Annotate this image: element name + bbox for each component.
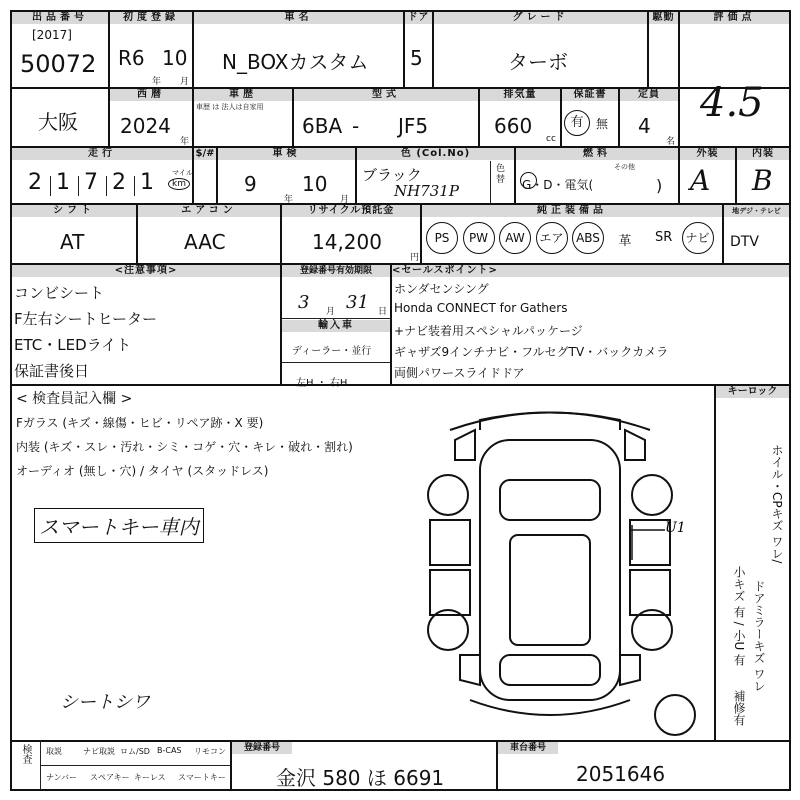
year-value: 2024 bbox=[120, 114, 171, 138]
reg-year-unit: 年 bbox=[152, 77, 162, 87]
mileage-digit: 1 bbox=[56, 170, 70, 195]
cc-unit: cc bbox=[546, 134, 556, 144]
sales-point: ギャザズ9インチナビ・フルセグTV・バックカメラ bbox=[394, 345, 669, 359]
type-dash: - bbox=[352, 114, 360, 138]
equipment-item: SR bbox=[655, 230, 673, 245]
wheel-fl bbox=[428, 475, 468, 515]
mile-unit: マイル bbox=[172, 169, 193, 177]
side-note-2: ドアミラーキズ ワレ bbox=[752, 580, 766, 692]
capacity-header: 定員 bbox=[620, 89, 678, 101]
inspection-items-header: 検査 bbox=[20, 744, 31, 764]
doors-value: 5 bbox=[410, 46, 423, 70]
door-left-front bbox=[430, 520, 470, 565]
inspector-line3: オーディオ (無し・穴) / タイヤ (スタッドレス) bbox=[16, 464, 269, 478]
fuel-options: G・D・電気( bbox=[522, 178, 594, 192]
reg-expiry-header: 登録番号有効期限 bbox=[282, 265, 390, 277]
fuel-close: ) bbox=[656, 176, 663, 195]
year-unit: 年 bbox=[180, 137, 190, 147]
aircon-header: エアコン bbox=[138, 205, 280, 217]
inspection-item: スペアキー bbox=[90, 773, 130, 782]
import-handle: 左H ・ 右H bbox=[296, 378, 348, 389]
yen-unit: 円 bbox=[410, 253, 420, 263]
mileage-digit: 2 bbox=[28, 170, 42, 195]
plate-value: 金沢 580 ほ 6691 bbox=[276, 766, 445, 790]
capacity-value: 4 bbox=[638, 114, 651, 138]
mileage-digit: 7 bbox=[84, 170, 98, 195]
shift-value: AT bbox=[60, 230, 85, 254]
expiry-month-unit: 月 bbox=[326, 307, 336, 317]
warranty-header: 保証書 bbox=[562, 89, 618, 101]
reg-month: 10 bbox=[162, 46, 188, 70]
recycle-header: リサイクル預託金 bbox=[282, 205, 420, 217]
keylock-header: キーロック bbox=[716, 386, 789, 398]
interior-header: 内装 bbox=[737, 148, 789, 160]
chassis-header: 車台番号 bbox=[498, 742, 558, 754]
interior-value: B bbox=[752, 164, 773, 197]
insp-year-unit: 年 bbox=[284, 195, 294, 205]
sdollar-header: $/# bbox=[195, 148, 215, 159]
windshield bbox=[500, 480, 600, 520]
lot-header: 出品番号 bbox=[12, 12, 108, 24]
import-header: 輸入車 bbox=[282, 320, 390, 332]
inspection-item: ナビ取説 bbox=[83, 747, 115, 756]
inspector-line1: Fガラス (キズ・線傷・ヒビ・リペア跡・X 要) bbox=[16, 416, 264, 430]
smartkey-note: スマートキー車内 bbox=[34, 508, 204, 543]
model-name: N_BOXカスタム bbox=[222, 50, 369, 74]
side-note-1: ホイル・CPキズ ワレ/ bbox=[770, 444, 784, 564]
note-item: コンビシート bbox=[14, 284, 105, 302]
exterior-header: 外装 bbox=[680, 148, 735, 160]
aircon-value: AAC bbox=[184, 230, 226, 254]
color-code: NH731P bbox=[394, 182, 459, 200]
color-header: 色 (Col.No) bbox=[357, 148, 514, 160]
equipment-item: 革 bbox=[618, 234, 632, 249]
roof bbox=[510, 535, 590, 645]
extra-header: 地デジ・テレビ bbox=[724, 205, 789, 217]
sales-point: ホンダセンシング bbox=[394, 282, 489, 296]
inspection-item: 取説 bbox=[46, 747, 62, 756]
sales-point: Honda CONNECT for Gathers bbox=[394, 301, 568, 315]
notes-header: <注意事項> bbox=[12, 265, 280, 277]
door-right-front bbox=[630, 520, 670, 565]
first-reg-header: 初度登録 bbox=[110, 12, 192, 24]
sales-point: +ナビ装着用スペシャルパッケージ bbox=[394, 324, 583, 338]
reg-month-unit: 月 bbox=[180, 77, 190, 87]
model-header: 車名 bbox=[194, 12, 403, 24]
mileage-header: 走行 bbox=[12, 148, 192, 160]
grade-header: グレード bbox=[434, 12, 647, 24]
expiry-day-unit: 日 bbox=[378, 307, 388, 317]
region: 大阪 bbox=[38, 110, 78, 134]
fuel-header: 燃料 bbox=[516, 148, 678, 160]
type-header: 型式 bbox=[294, 89, 478, 101]
door-right-rear bbox=[630, 570, 670, 615]
km-unit: km bbox=[168, 178, 190, 190]
damage-mark-u1: U1 bbox=[665, 520, 686, 536]
insp-day: 10 bbox=[302, 172, 328, 196]
doors-header: ドア bbox=[405, 12, 432, 24]
seat-wrinkle-note: シートシワ bbox=[60, 692, 150, 713]
note-item: ETC・LEDライト bbox=[14, 336, 132, 354]
equipment-item: ABS bbox=[572, 222, 604, 254]
inspection-item: キーレス bbox=[134, 773, 166, 782]
equipment-item: PW bbox=[463, 222, 495, 254]
inspection-item: リモコン bbox=[194, 747, 226, 756]
history-header: 車歴 bbox=[194, 89, 292, 101]
color-value: ブラック bbox=[362, 166, 422, 184]
history-note: 車歴 は 法人は自家用 bbox=[196, 103, 264, 111]
sales-header: <セールスポイント> bbox=[392, 265, 789, 277]
displacement-header: 排気量 bbox=[480, 89, 560, 101]
sales-point: 両側パワースライドドア bbox=[394, 366, 525, 380]
recycle-value: 14,200 bbox=[312, 230, 382, 254]
mileage-digit: 2 bbox=[112, 170, 126, 195]
rating-header: 評価点 bbox=[680, 12, 789, 24]
color-change-label: 色替 bbox=[496, 164, 506, 185]
chassis-value: 2051646 bbox=[576, 762, 666, 786]
rear-glass bbox=[500, 655, 600, 685]
lot-number: 50072 bbox=[20, 50, 97, 78]
year-header: 西暦 bbox=[110, 89, 192, 101]
import-dealer: ディーラー・並行 bbox=[292, 346, 372, 357]
inspection-item: ナンバー bbox=[46, 773, 78, 782]
equipment-item: AW bbox=[499, 222, 531, 254]
expiry-day: 31 bbox=[346, 292, 369, 313]
side-note-3: 小キズ 有 / 小U 有 bbox=[732, 566, 746, 667]
inspection-item: スマートキー bbox=[178, 773, 226, 782]
spare-wheel bbox=[655, 695, 695, 735]
inspector-title: < 検査員記入欄 > bbox=[16, 391, 133, 407]
car-diagram bbox=[420, 400, 686, 740]
drive-header: 駆動 bbox=[649, 12, 678, 24]
type-code: JF5 bbox=[398, 114, 429, 138]
equipment-item: エア bbox=[536, 222, 568, 254]
exterior-value: A bbox=[690, 164, 711, 197]
door-left-rear bbox=[430, 570, 470, 615]
inspector-line2: 内装 (キズ・スレ・汚れ・シミ・コゲ・穴・キレ・破れ・割れ) bbox=[16, 440, 353, 454]
wheel-fr bbox=[632, 475, 672, 515]
inspection-item: ロム/SD bbox=[120, 747, 150, 756]
equipment-item: PS bbox=[426, 222, 458, 254]
fuel-other-label: その他 bbox=[614, 163, 635, 171]
warranty-no: 無 bbox=[596, 117, 609, 131]
expiry-month: 3 bbox=[298, 292, 310, 313]
rating-value: 4.5 bbox=[700, 80, 764, 126]
insp-month-unit: 月 bbox=[340, 195, 350, 205]
shift-header: シフト bbox=[12, 205, 136, 217]
type-prefix: 6BA bbox=[302, 114, 343, 138]
displacement-value: 660 bbox=[494, 114, 533, 138]
note-item: F左右シートヒーター bbox=[14, 310, 158, 328]
plate-header: 登録番号 bbox=[232, 742, 292, 754]
fuel-g-circle bbox=[520, 172, 537, 189]
side-note-4: 補修有 bbox=[732, 690, 746, 726]
year-tag: [2017] bbox=[32, 28, 72, 42]
reg-era: R6 bbox=[118, 46, 145, 70]
equipment-header: 純正装備品 bbox=[422, 205, 722, 217]
capacity-unit: 名 bbox=[666, 137, 676, 147]
insp-month: 9 bbox=[244, 172, 257, 196]
inspection-item: B-CAS bbox=[157, 746, 182, 755]
equipment-item: ナビ bbox=[682, 222, 714, 254]
warranty-yes: 有 bbox=[564, 110, 590, 136]
note-item: 保証書後日 bbox=[14, 362, 90, 380]
extra-value: DTV bbox=[730, 234, 759, 250]
mileage-digit: 1 bbox=[140, 170, 154, 195]
inspection-header: 車検 bbox=[218, 148, 355, 160]
grade-value: ターボ bbox=[508, 50, 568, 74]
